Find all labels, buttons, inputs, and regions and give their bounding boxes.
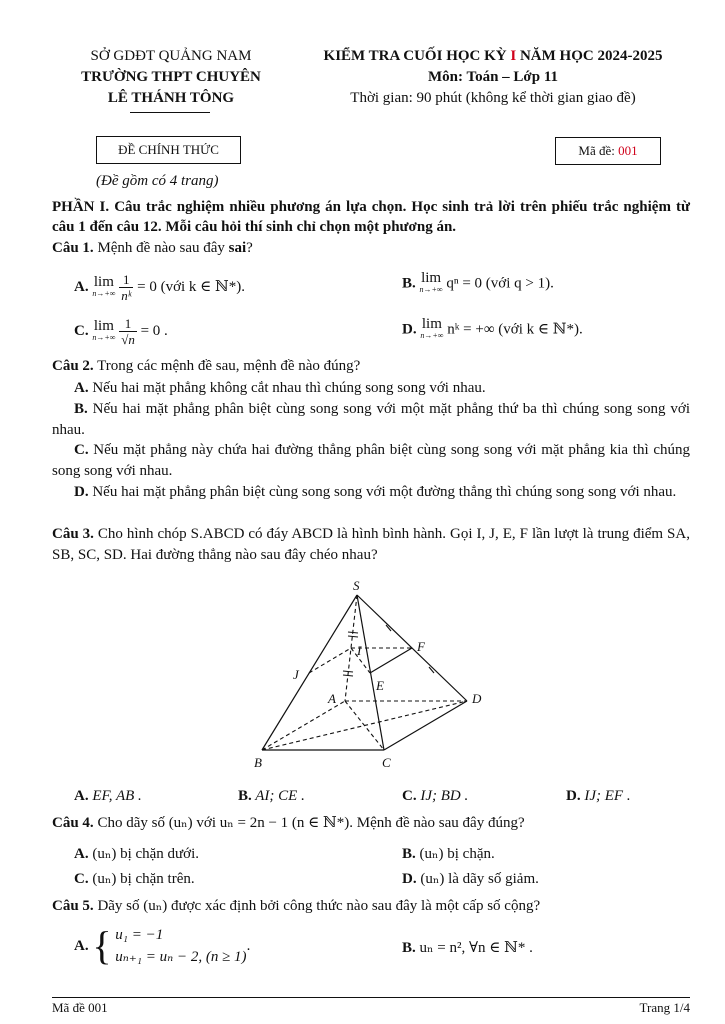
q5-option-b[interactable]: B. uₙ = n², ∀n ∈ ℕ* . (402, 940, 533, 956)
official-badge: ĐỀ CHÍNH THỨC (96, 136, 241, 164)
question-5: Câu 5. Dãy số (uₙ) được xác định bởi công thức nào sau đây là một cấp số cộng? (52, 898, 541, 914)
q2-option-c[interactable]: C. Nếu mặt phẳng này chứa hai đường thẳng phân biệt cùng song song với mặt phẳng kia thì chúng song song với nhau. (52, 442, 690, 479)
exam-time: Thời gian: 90 phút (không kể thời gian giao đề) (350, 90, 636, 106)
segment-JI (309, 648, 351, 673)
question-1: Câu 1. Mệnh đề nào sau đây sai? (52, 240, 253, 256)
tick-SI-2 (348, 636, 358, 637)
edge-CD (384, 701, 467, 750)
q5-option-a[interactable]: A. { u₁ = −1 uₙ₊₁ = uₙ − 2, (n ≥ 1) . (74, 923, 251, 968)
question-3: Câu 3. Cho hình chóp S.ABCD có đáy ABCD là hình bình hành. Gọi I, J, E, F lần lượt là trung điểm SA, SB, SC, SD. Hai đường thẳng nào sau đây chéo nhau? (52, 526, 690, 563)
q1-option-d[interactable]: D. lim n→+∞ nᵏ = +∞ (với k ∈ ℕ*). (402, 316, 583, 340)
school-name-line2: LÊ THÁNH TÔNG (107, 90, 235, 106)
footer-page: Trang 1/4 (639, 1000, 690, 1015)
label-C: C (382, 755, 391, 770)
question-2: Câu 2. Trong các mệnh đề sau, mệnh đề nào đúng? (52, 358, 361, 374)
q4-option-d[interactable]: D. (uₙ) là dãy số giảm. (402, 871, 539, 887)
exam-header (298, 46, 688, 109)
exam-code-badge: Mã đề: 001 (555, 137, 661, 165)
edge-AB (262, 701, 345, 750)
brace-symbol: { (92, 923, 112, 968)
label-S: S (353, 578, 360, 593)
department-name: SỞ GDĐT QUẢNG NAM (90, 48, 252, 64)
part1-instructions: PHẦN I. Câu trắc nghiệm nhiều phương án lựa chọn. Học sinh trả lời trên phiếu trắc nghiệm từ câu 1 đến câu 12. Mỗi câu hỏi thí sinh chỉ chọn một phương án. (52, 199, 690, 235)
q3-option-c[interactable]: C. IJ; BD . (402, 788, 469, 804)
label-E: E (376, 678, 384, 693)
label-D: D (472, 691, 482, 706)
label-A: A (328, 691, 336, 706)
question-4: Câu 4. Cho dãy số (uₙ) với uₙ = 2n − 1 (n ∈ ℕ*). Mệnh đề nào sau đây đúng? (52, 815, 525, 831)
q4-option-c[interactable]: C. (uₙ) bị chặn trên. (74, 871, 195, 887)
tick-IA-1 (343, 671, 353, 672)
footer-code: Mã đề 001 (52, 1000, 108, 1015)
label-B: B (254, 755, 262, 770)
label-F: F (417, 639, 425, 654)
segment-EF (370, 648, 412, 673)
exam-title: KIỂM TRA CUỐI HỌC KỲ I NĂM HỌC 2024-2025 (323, 48, 663, 64)
page-footer (52, 997, 690, 1016)
q1-option-b[interactable]: B. lim n→+∞ qⁿ = 0 (với q > 1). (402, 270, 554, 294)
q1-option-c[interactable]: C. lim n→+∞ $\frac{1}{√n}$ = 0 . (74, 316, 168, 347)
q2-option-a[interactable]: A. Nếu hai mặt phẳng không cắt nhau thì chúng song song với nhau. (74, 380, 486, 396)
tick-SI-1 (348, 632, 358, 633)
school-name-line1: TRƯỜNG THPT CHUYÊN (81, 69, 261, 85)
q3-option-b[interactable]: B. AI; CE . (238, 788, 305, 804)
tick-IA-2 (343, 675, 353, 676)
pages-note: (Đề gồm có 4 trang) (96, 173, 219, 189)
header-underline (130, 112, 210, 113)
q3-option-d[interactable]: D. IJ; EF . (566, 788, 631, 804)
q1-option-a[interactable]: A. lim n→+∞ $\frac{1}{\text{nᵏ}}$ = 0 (với k ∈ ℕ*). (74, 272, 245, 303)
q3-option-a[interactable]: A. EF, AB . (74, 788, 142, 804)
q2-option-d[interactable]: D. Nếu hai mặt phẳng phân biệt cùng song song với một đường thẳng thì chúng song song với nhau. (74, 484, 677, 500)
q4-option-a[interactable]: A. (uₙ) bị chặn dưới. (74, 846, 200, 862)
school-header (40, 46, 302, 109)
q4-option-b[interactable]: B. (uₙ) bị chặn. (402, 846, 495, 862)
exam-subject: Môn: Toán – Lớp 11 (427, 69, 559, 85)
q2-option-b[interactable]: B. Nếu hai mặt phẳng phân biệt cùng song song với một mặt phẳng thứ ba thì chúng song song với nhau. (52, 401, 690, 438)
label-J: J (293, 667, 299, 682)
pyramid-figure (240, 575, 510, 775)
diag-BD (262, 701, 467, 750)
label-I: I (357, 643, 362, 658)
